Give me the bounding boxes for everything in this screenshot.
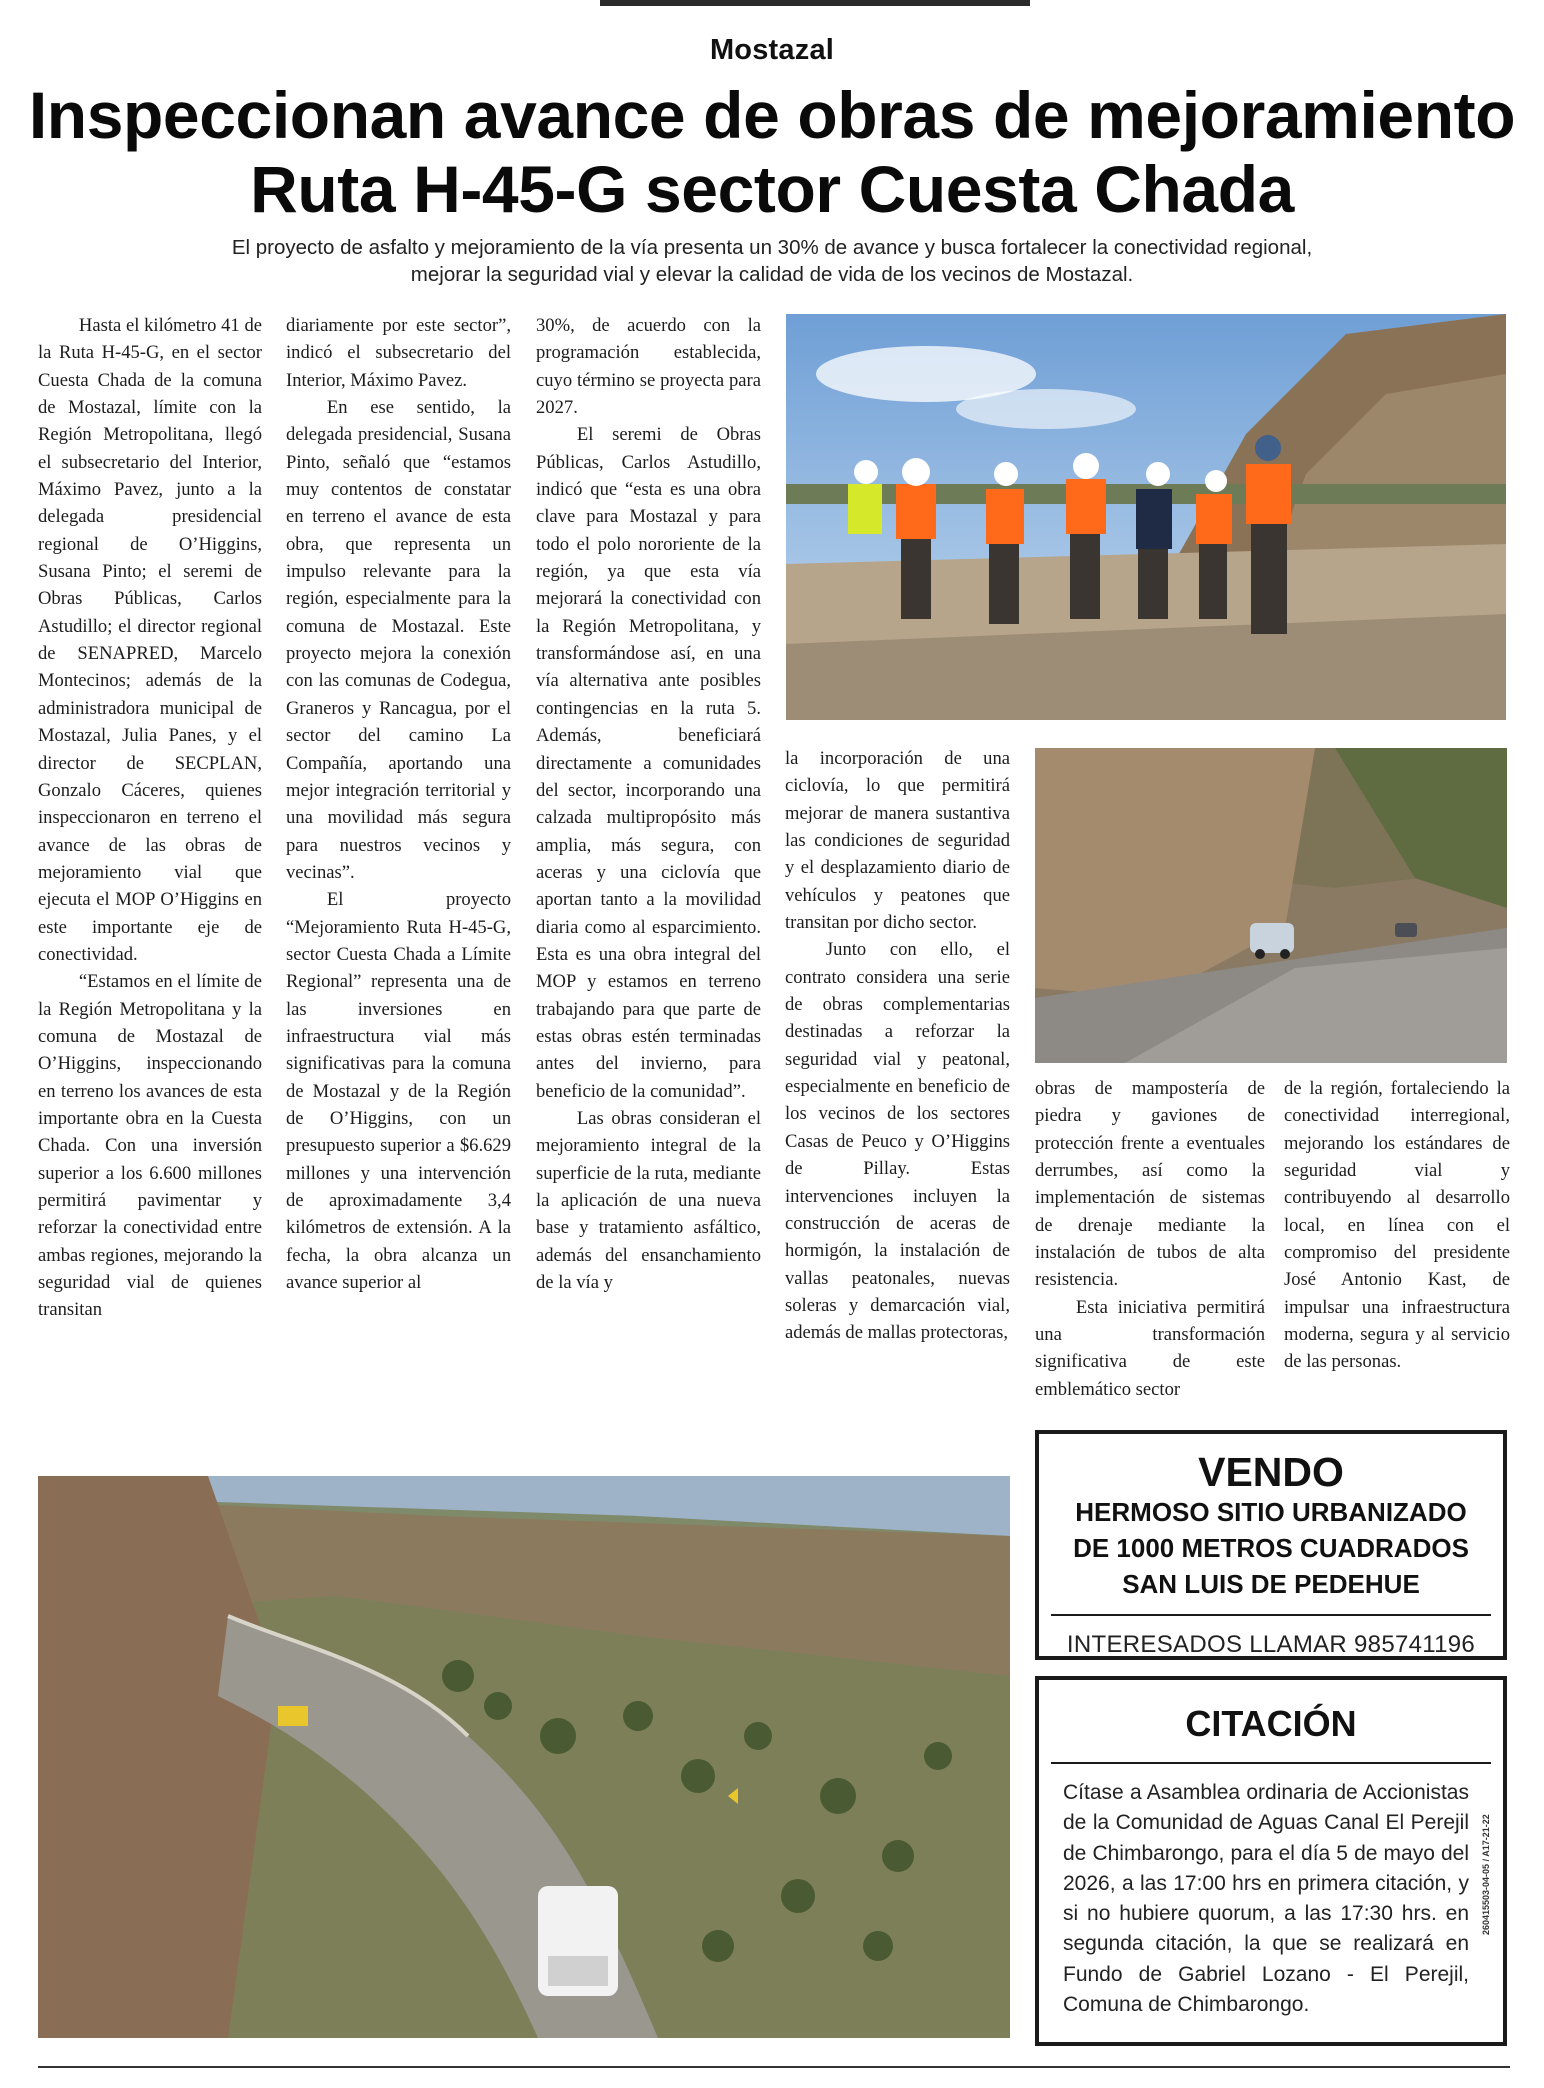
- ad-line: SAN LUIS DE PEDEHUE: [1122, 1569, 1420, 1599]
- classified-ad-citacion: [1035, 1676, 1507, 2046]
- article-column-4: [785, 745, 1010, 1347]
- ad-reference-code: 260415503-04-05 / A17-21-22: [1481, 1814, 1491, 1936]
- paragraph: diariamente por este sector”, indicó el subsecretario del Interior, Máximo Pavez.: [286, 315, 511, 391]
- ad-line: HERMOSO SITIO URBANIZADO: [1075, 1497, 1467, 1527]
- paragraph: El seremi de Obras Públicas, Carlos Astudillo, indicó que “esta es una obra clave para Mostazal y para todo el polo nororiente de la región, ya que esta vía mejorará la conectividad con la Región Metropolitana, y transformándose así, en una vía alternativa ante posibles contingencias en la ruta 5. Además, beneficiará directamente a comunidades del sector, incorporando una calzada multipropósito más amplia, más segura, con aceras y una ciclovía que aportan tanto a la movilidad diaria como al esparcimiento. Esta es una obra integral del MOP y estamos en terreno trabajando para que parte de estas obras estén terminadas antes del invierno, para beneficio de la comunidad”.: [536, 424, 761, 1102]
- paragraph: Junto con ello, el contrato considera una serie de obras complementarias destinadas a reforzar la seguridad vial y peatonal, especialmente en beneficio de los vecinos de los sectores Casas de Peuco y O’Higgins de Pillay. Estas intervenciones incluyen la construcción de aceras de hormigón, la instalación de vallas peatonales, nuevas soleras y demarcación vial, además de mallas protectoras,: [785, 939, 1010, 1344]
- article-column-3: [536, 312, 761, 1296]
- article-column-5: [1035, 1075, 1265, 1403]
- classified-ad-vendo: [1035, 1430, 1507, 1660]
- paragraph: El proyecto “Mejoramiento Ruta H-45-G, sector Cuesta Chada a Límite Regional” representa una de las inversiones en infraestructura vial más significativas para la comuna de Mostazal y de la Región de O’Higgins, con un presupuesto superior a $6.629 millones y una intervención de aproximadamente 3,4 kilómetros de extensión. A la fecha, la obra alcanza un avance superior al: [286, 889, 511, 1294]
- article-column-6: [1284, 1075, 1510, 1376]
- headline-line-2: Ruta H-45-G sector Cuesta Chada: [250, 152, 1294, 226]
- bottom-rule: [38, 2066, 1510, 2068]
- article-column-1: [38, 312, 262, 1324]
- ad-title: CITACIÓN: [1185, 1703, 1357, 1744]
- photo-aerial-road: [38, 1476, 1010, 2038]
- top-rule: [40, 0, 1504, 6]
- ad-contact: INTERESADOS LLAMAR 985741196: [1066, 1631, 1476, 1658]
- paragraph: En ese sentido, la delegada presidencial, Susana Pinto, señaló que “estamos muy contentos de constatar en terreno el avance de esta obra, que representa un impulso relevante para la región, especialmente para la comuna de Mostazal. Este proyecto mejora la conexión con las comunas de Codegua, Graneros y Rancagua, por el sector del camino La Compañía, aportando una mejor integración territorial y una movilidad más segura para nuestros vecinos y vecinas”.: [286, 397, 511, 883]
- ad-line: DE 1000 METROS CUADRADOS: [1073, 1533, 1469, 1563]
- paragraph: de la región, fortaleciendo la conectividad interregional, mejorando los estándares de seguridad vial y contribuyendo al desarrollo local, en línea con el compromiso del presidente José Antonio Kast, de impulsar una infraestructura moderna, segura y al servicio de las personas.: [1284, 1078, 1510, 1373]
- subheadline-line-2: mejorar la seguridad vial y elevar la calidad de vida de los vecinos de Mostazal.: [410, 263, 1134, 286]
- paragraph: Hasta el kilómetro 41 de la Ruta H-45-G, en el sector Cuesta Chada de la comuna de Mostazal, límite con la Región Metropolitana, llegó el subsecretario del Interior, Máximo Pavez, junto a la delegada presidencial regional de O’Higgins, Susana Pinto; el seremi de Obras Públicas, Carlos Astudillo; el director regional de SENAPRED, Marcelo Montecinos; además de la administradora municipal de Mostazal, Julia Panes, y el director de SECPLAN, Gonzalo Cáceres, quienes inspeccionaron en terreno el avance de las obras de mejoramiento vial que ejecuta el MOP O’Higgins en este importante eje de conectividad.: [38, 315, 262, 965]
- ad-title: VENDO: [1198, 1449, 1344, 1495]
- ad-divider: [1051, 1614, 1491, 1616]
- subheadline-line-1: El proyecto de asfalto y mejoramiento de la vía presenta un 30% de avance y busca fortalecer la conectividad regional,: [231, 236, 1313, 259]
- photo-road-vehicles: [1035, 748, 1507, 1063]
- paragraph: 30%, de acuerdo con la programación establecida, cuyo término se proyecta para 2027.: [536, 315, 761, 419]
- headline-line-1: Inspeccionan avance de obras de mejoramiento: [28, 78, 1516, 152]
- paragraph: Las obras consideran el mejoramiento integral de la superficie de la ruta, mediante la aplicación de una nueva base y tratamiento asfáltico, además del ensanchamiento de la vía y: [536, 1107, 761, 1294]
- photo-officials-inspection: [786, 314, 1506, 720]
- paragraph: Esta iniciativa permitirá una transformación significativa de este emblemático sector: [1035, 1296, 1265, 1400]
- subheadline: [120, 234, 1424, 288]
- headline: [20, 78, 1524, 226]
- ad-divider: [1051, 1762, 1491, 1764]
- paragraph: “Estamos en el límite de la Región Metropolitana y la comuna de Mostazal de O’Higgins, inspeccionando en terreno los avances de esta importante obra en la Cuesta Chada. Con una inversión superior a los 6.600 millones permitirá pavimentar y reforzar la conectividad entre ambas regiones, mejorando la seguridad vial de quienes transitan: [38, 971, 262, 1321]
- section-label: Mostazal: [709, 34, 835, 66]
- ad-body: Cítase a Asamblea ordinaria de Accionistas de la Comunidad de Aguas Canal El Perejil de Chimbarongo, para el día 5 de mayo del 2026, a las 17:00 hrs en primera citación, y si no hubiere quorum, a las 17:30 hrs. en segunda citación, la que se realizará en Fundo de Gabriel Lozano - El Perejil, Comuna de Chimbarongo.: [1063, 1781, 1469, 2017]
- article-column-2: [286, 312, 511, 1296]
- paragraph: la incorporación de una ciclovía, lo que permitirá mejorar de manera sustantiva las condiciones de seguridad y el desplazamiento diario de vehículos y peatones que transitan por dicho sector.: [785, 748, 1010, 934]
- paragraph: obras de mampostería de piedra y gaviones de protección frente a eventuales derrumbes, así como la implementación de sistemas de drenaje mediante la instalación de tubos de alta resistencia.: [1035, 1078, 1265, 1291]
